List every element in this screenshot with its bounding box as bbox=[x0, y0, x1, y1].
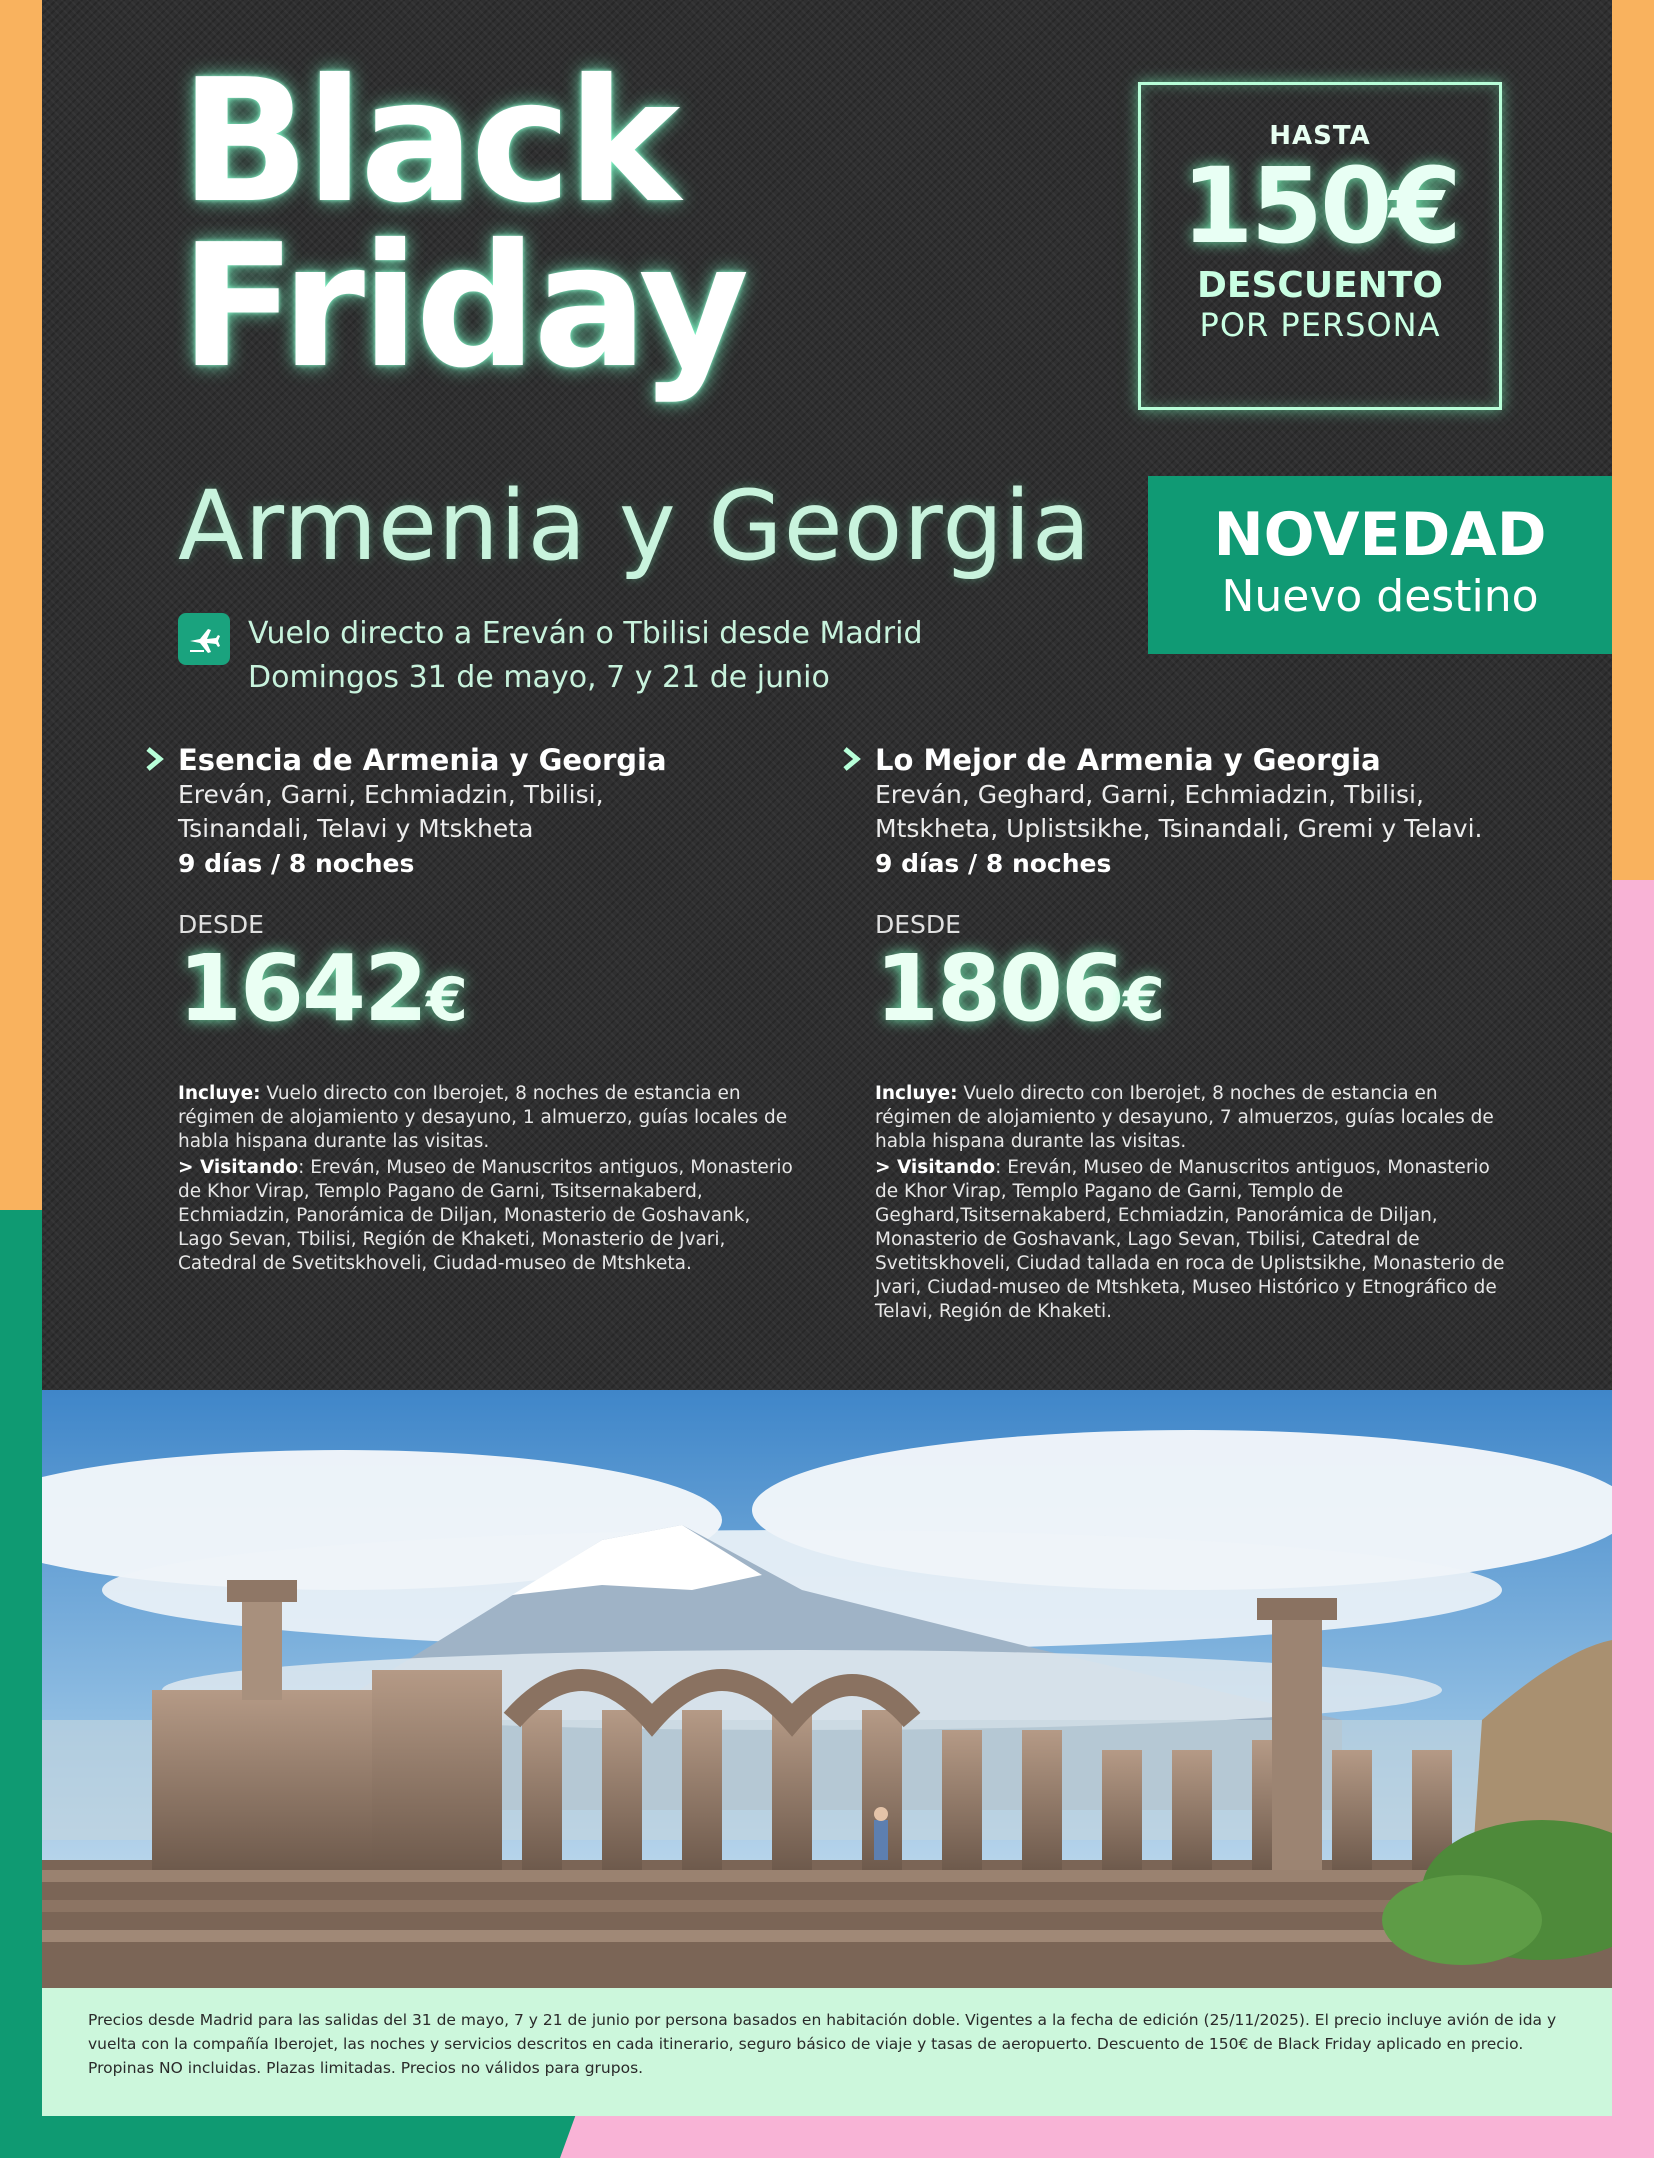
includes-label: Incluye: bbox=[875, 1083, 958, 1104]
trip-details bbox=[138, 1082, 798, 1276]
price-value: 1806 bbox=[875, 935, 1124, 1042]
visiting-paragraph bbox=[875, 1156, 1515, 1324]
includes-text: Vuelo directo con Iberojet, 8 noches de estancia en régimen de alojamiento y desayuno, 7 almuerzos, guías locales de habla hispana durante las visitas. bbox=[875, 1083, 1494, 1152]
chevron-right-icon bbox=[144, 746, 166, 772]
trip-cities-line-2: Tsinandali, Telavi y Mtskheta bbox=[178, 814, 534, 843]
chevron-right-icon bbox=[841, 746, 863, 772]
destination-title: Armenia y Georgia bbox=[178, 470, 1092, 582]
discount-box bbox=[1138, 82, 1502, 410]
title-line-2: Friday bbox=[180, 208, 746, 406]
trip-price bbox=[835, 935, 1515, 1050]
price-prefix: DESDE bbox=[178, 910, 264, 939]
trip-card-lo-mejor bbox=[835, 742, 1515, 1326]
trip-price bbox=[138, 935, 798, 1050]
trip-title: Esencia de Armenia y Georgia bbox=[178, 743, 667, 777]
title-line-1: Black bbox=[180, 43, 677, 241]
discount-amount: 150€ bbox=[1181, 145, 1459, 267]
trip-cities-line-2: Mtskheta, Uplistsikhe, Tsinandali, Gremi y Telavi. bbox=[875, 814, 1483, 843]
airplane-icon bbox=[178, 613, 230, 665]
discount-sublabel: POR PERSONA bbox=[1199, 306, 1441, 344]
visiting-paragraph bbox=[178, 1156, 798, 1276]
trip-header bbox=[835, 742, 1515, 882]
flight-info: Vuelo directo a Ereván o Tbilisi desde Madrid bbox=[248, 616, 923, 651]
visiting-text: : Ereván, Museo de Manuscritos antiguos, Monasterio de Khor Virap, Templo Pagano de Garni, Tsitsernakaberd, Echmiadzin, Panorámica de Diljan, Monasterio de Goshavank, Lago Sevan, Tbilisi, Región de Khaketi, Monasterio de Jvari, Catedral de Svetitskhoveli, Ciudad-museo de Mtshketa. bbox=[178, 1157, 793, 1274]
badge-subtitle: Nuevo destino bbox=[1221, 571, 1539, 622]
price-prefix: DESDE bbox=[875, 910, 961, 939]
trip-cities-line-1: Ereván, Garni, Echmiadzin, Tbilisi, bbox=[178, 780, 604, 809]
temple-ruins-photo bbox=[42, 1390, 1612, 1988]
includes-text: Vuelo directo con Iberojet, 8 noches de estancia en régimen de alojamiento y desayuno, 1 almuerzo, guías locales de habla hispana durante las visitas. bbox=[178, 1083, 788, 1152]
trip-details bbox=[835, 1082, 1515, 1324]
trip-duration: 9 días / 8 noches bbox=[875, 849, 1112, 878]
price-value: 1642 bbox=[178, 935, 427, 1042]
visiting-text: : Ereván, Museo de Manuscritos antiguos, Monasterio de Khor Virap, Templo Pagano de Garni, Templo de Geghard,Tsitsernakaberd, Echmiadzin, Panorámica de Diljan, Monasterio de Goshavank, Lago Sevan, Tbilisi, Catedral de Svetitskhoveli, Ciudad tallada en roca de Uplistsikhe, Monasterio de Jvari, Ciudad-museo de Mtshketa, Museo Histórico y Etnográfico de Telavi, Región de Khaketi. bbox=[875, 1157, 1505, 1322]
trip-card-esencia bbox=[138, 742, 798, 1278]
discount-prefix: HASTA bbox=[1269, 121, 1371, 151]
black-friday-title bbox=[180, 43, 746, 406]
trip-cities-line-1: Ereván, Geghard, Garni, Echmiadzin, Tbilisi, bbox=[875, 780, 1424, 809]
new-destination-badge bbox=[1148, 476, 1612, 654]
discount-label: DESCUENTO bbox=[1197, 265, 1443, 306]
visiting-label: > Visitando bbox=[178, 1157, 299, 1178]
footer-disclaimer: Precios desde Madrid para las salidas del 31 de mayo, 7 y 21 de junio por persona basados en habitación doble. Vigentes a la fecha de edición (25/11/2025). El precio incluye avión de ida y vuelta con la compañía Iberojet, las noches y servicios descritos en cada itinerario, seguro básico de viaje y tasas de aeropuerto. Descuento de 150€ de Black Friday aplicado en precio. Propinas NO incluidas. Plazas limitadas. Precios no válidos para grupos. bbox=[42, 1988, 1612, 2116]
badge-title: NOVEDAD bbox=[1213, 500, 1547, 570]
trip-title: Lo Mejor de Armenia y Georgia bbox=[875, 743, 1381, 777]
includes-label: Incluye: bbox=[178, 1083, 261, 1104]
price-currency: € bbox=[1123, 965, 1163, 1035]
includes-paragraph bbox=[875, 1082, 1515, 1154]
price-currency: € bbox=[426, 965, 466, 1035]
trip-duration: 9 días / 8 noches bbox=[178, 849, 415, 878]
flight-dates: Domingos 31 de mayo, 7 y 21 de junio bbox=[248, 660, 830, 695]
visiting-label: > Visitando bbox=[875, 1157, 996, 1178]
includes-paragraph bbox=[178, 1082, 798, 1154]
trip-header bbox=[138, 742, 798, 882]
